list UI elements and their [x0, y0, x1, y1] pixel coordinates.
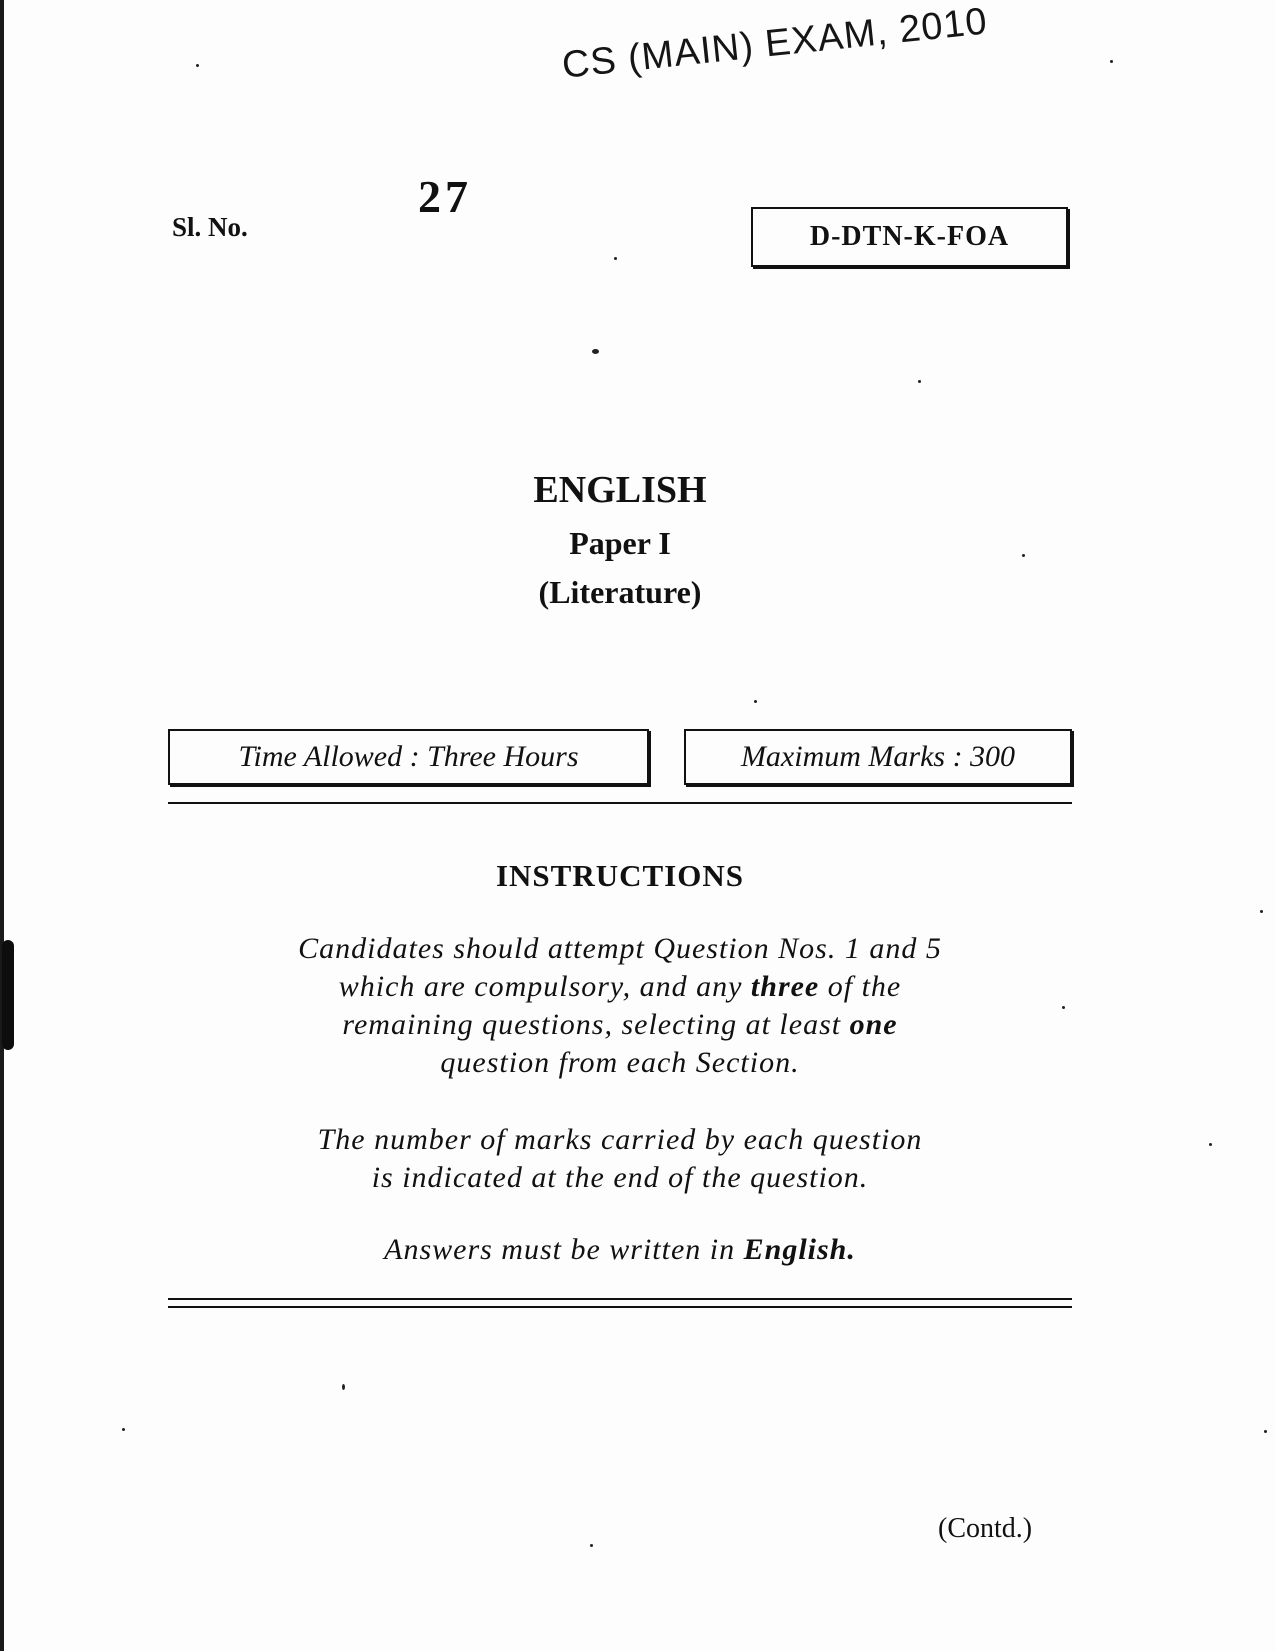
instruction-line: [200, 968, 1040, 1006]
scan-speck: [1062, 1006, 1065, 1009]
scan-speck: [196, 64, 199, 67]
paper-code-box: [751, 207, 1068, 267]
scan-edge: [0, 0, 4, 1651]
time-allowed: Time Allowed : Three Hours: [238, 740, 579, 773]
instruction-emphasis: English.: [743, 1233, 856, 1266]
instruction-text: which are compulsory, and any: [338, 970, 751, 1003]
scan-blot: [2, 940, 14, 1050]
instruction-text: Answers must be written in: [384, 1233, 744, 1266]
scan-speck: [1260, 910, 1263, 913]
instruction-text: question from each Section.: [440, 1046, 800, 1079]
section-title: (Literature): [538, 574, 702, 610]
scan-speck: [1209, 1143, 1212, 1146]
scan-speck: [342, 1384, 345, 1390]
instruction-line: is indicated at the end of the question.: [371, 1161, 869, 1194]
scan-speck: [592, 349, 599, 354]
instruction-emphasis: three: [750, 970, 820, 1003]
scan-speck: [1110, 60, 1113, 63]
instruction-text: of the: [819, 970, 902, 1003]
maximum-marks-box: [684, 729, 1072, 785]
instruction-text: Candidates should attempt Question Nos. 1 and 5: [298, 932, 942, 965]
instruction-line: The number of marks carried by each question: [317, 1123, 923, 1156]
scan-speck: [614, 257, 617, 260]
instructions-paragraph-2: [200, 1121, 1040, 1197]
scan-speck: [590, 1544, 593, 1547]
instruction-line: [200, 1006, 1040, 1044]
instructions-heading: INSTRUCTIONS: [495, 858, 744, 893]
instructions-paragraph-3: [200, 1231, 1040, 1269]
scan-speck: [918, 380, 921, 383]
maximum-marks: Maximum Marks : 300: [740, 740, 1016, 773]
scan-speck: [1022, 554, 1025, 557]
exam-stamp: CS (MAIN) EXAM, 2010: [560, 0, 990, 87]
serial-number: 27: [418, 171, 472, 222]
divider-top: [168, 802, 1072, 804]
continued-label: (Contd.): [938, 1513, 1033, 1544]
divider-bottom-upper: [168, 1298, 1072, 1300]
divider-bottom-lower: [168, 1306, 1072, 1308]
scan-speck: [122, 1428, 125, 1431]
paper-title: Paper I: [569, 525, 671, 561]
instructions-paragraph-1: [200, 930, 1040, 1082]
serial-label: Sl. No.: [172, 212, 248, 242]
instruction-text: remaining questions, selecting at least: [342, 1008, 850, 1041]
subject-title: ENGLISH: [533, 469, 707, 511]
time-allowed-box: [168, 729, 649, 785]
instruction-line: [200, 1044, 1040, 1082]
scan-speck: [754, 700, 757, 703]
paper-code: D-DTN-K-FOA: [809, 221, 1010, 252]
instruction-line: [200, 930, 1040, 968]
scan-speck: [1264, 1430, 1267, 1433]
instruction-emphasis: one: [849, 1008, 898, 1041]
